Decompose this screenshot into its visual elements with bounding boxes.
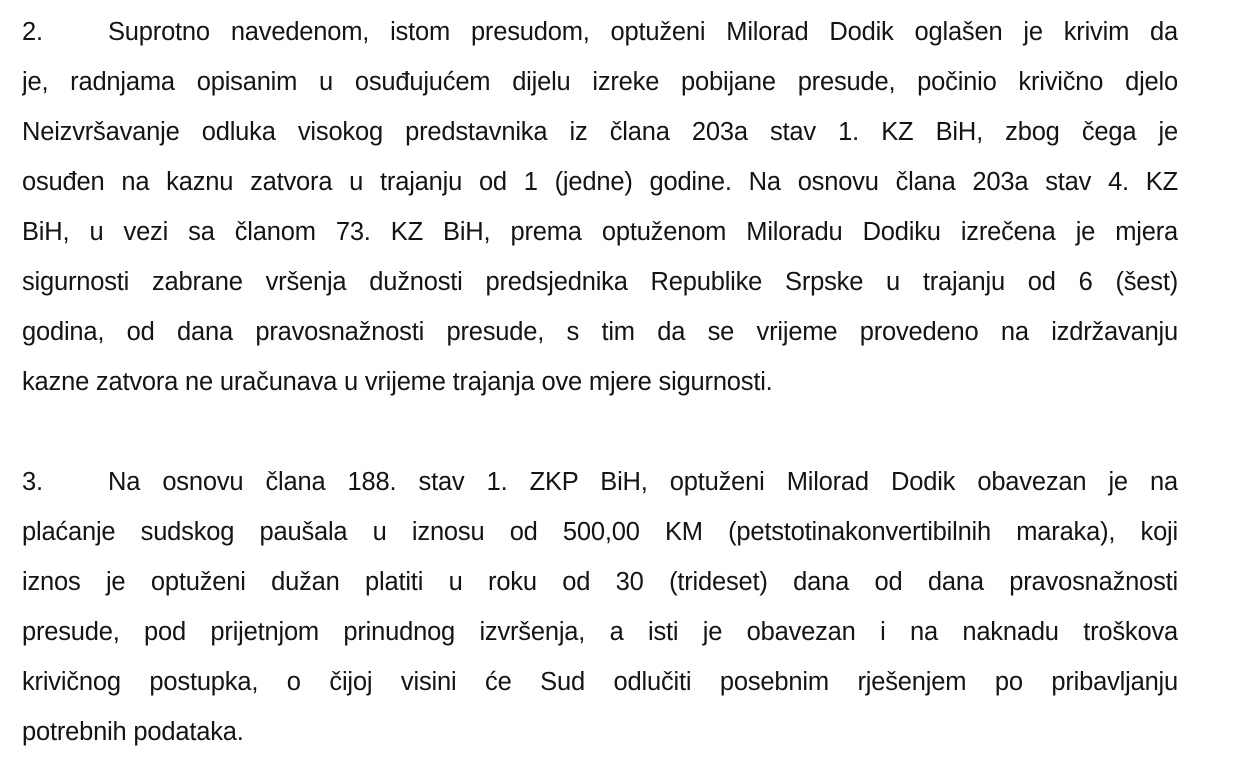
paragraph-line: kazne zatvora ne uračunava u vrijeme trajanja ove mjere sigurnosti. xyxy=(22,368,773,396)
paragraph-2 xyxy=(22,10,1178,410)
paragraph-text: Suprotno navedenom, istom presudom, optuženi Milorad Dodik oglašen je krivim da xyxy=(108,18,1178,46)
paragraph-line: osuđen na kaznu zatvora u trajanju od 1 (jedne) godine. Na osnovu člana 203a stav 4. KZ xyxy=(22,168,1178,196)
paragraph-number: 3. xyxy=(22,468,43,496)
paragraph-line: Neizvršavanje odluka visokog predstavnika iz člana 203a stav 1. KZ BiH, zbog čega je xyxy=(22,118,1178,146)
paragraph-text: Na osnovu člana 188. stav 1. ZKP BiH, optuženi Milorad Dodik obavezan je na xyxy=(108,468,1178,496)
paragraph-line xyxy=(22,460,1178,510)
paragraph-line: je, radnjama opisanim u osuđujućem dijelu izreke pobijane presude, počinio krivično djelo xyxy=(22,68,1178,96)
paragraph-line xyxy=(22,10,1178,60)
paragraph-line: godina, od dana pravosnažnosti presude, s tim da se vrijeme provedeno na izdržavanju xyxy=(22,318,1178,346)
paragraph-line: iznos je optuženi dužan platiti u roku od 30 (trideset) dana od dana pravosnažnosti xyxy=(22,568,1178,596)
paragraph-line: plaćanje sudskog paušala u iznosu od 500,00 KM (petstotinakonvertibilnih maraka), koji xyxy=(22,518,1178,546)
paragraph-line: potrebnih podataka. xyxy=(22,718,244,746)
paragraph-3 xyxy=(22,460,1178,760)
paragraph-line: BiH, u vezi sa članom 73. KZ BiH, prema optuženom Miloradu Dodiku izrečena je mjera xyxy=(22,218,1178,246)
paragraph-line: sigurnosti zabrane vršenja dužnosti predsjednika Republike Srpske u trajanju od 6 (šest) xyxy=(22,268,1178,296)
paragraph-line: presude, pod prijetnjom prinudnog izvršenja, a isti je obavezan i na naknadu troškova xyxy=(22,618,1178,646)
paragraph-line: krivičnog postupka, o čijoj visini će Sud odlučiti posebnim rješenjem po pribavljanju xyxy=(22,668,1178,696)
paragraph-number: 2. xyxy=(22,18,43,46)
document-page xyxy=(22,10,1178,760)
